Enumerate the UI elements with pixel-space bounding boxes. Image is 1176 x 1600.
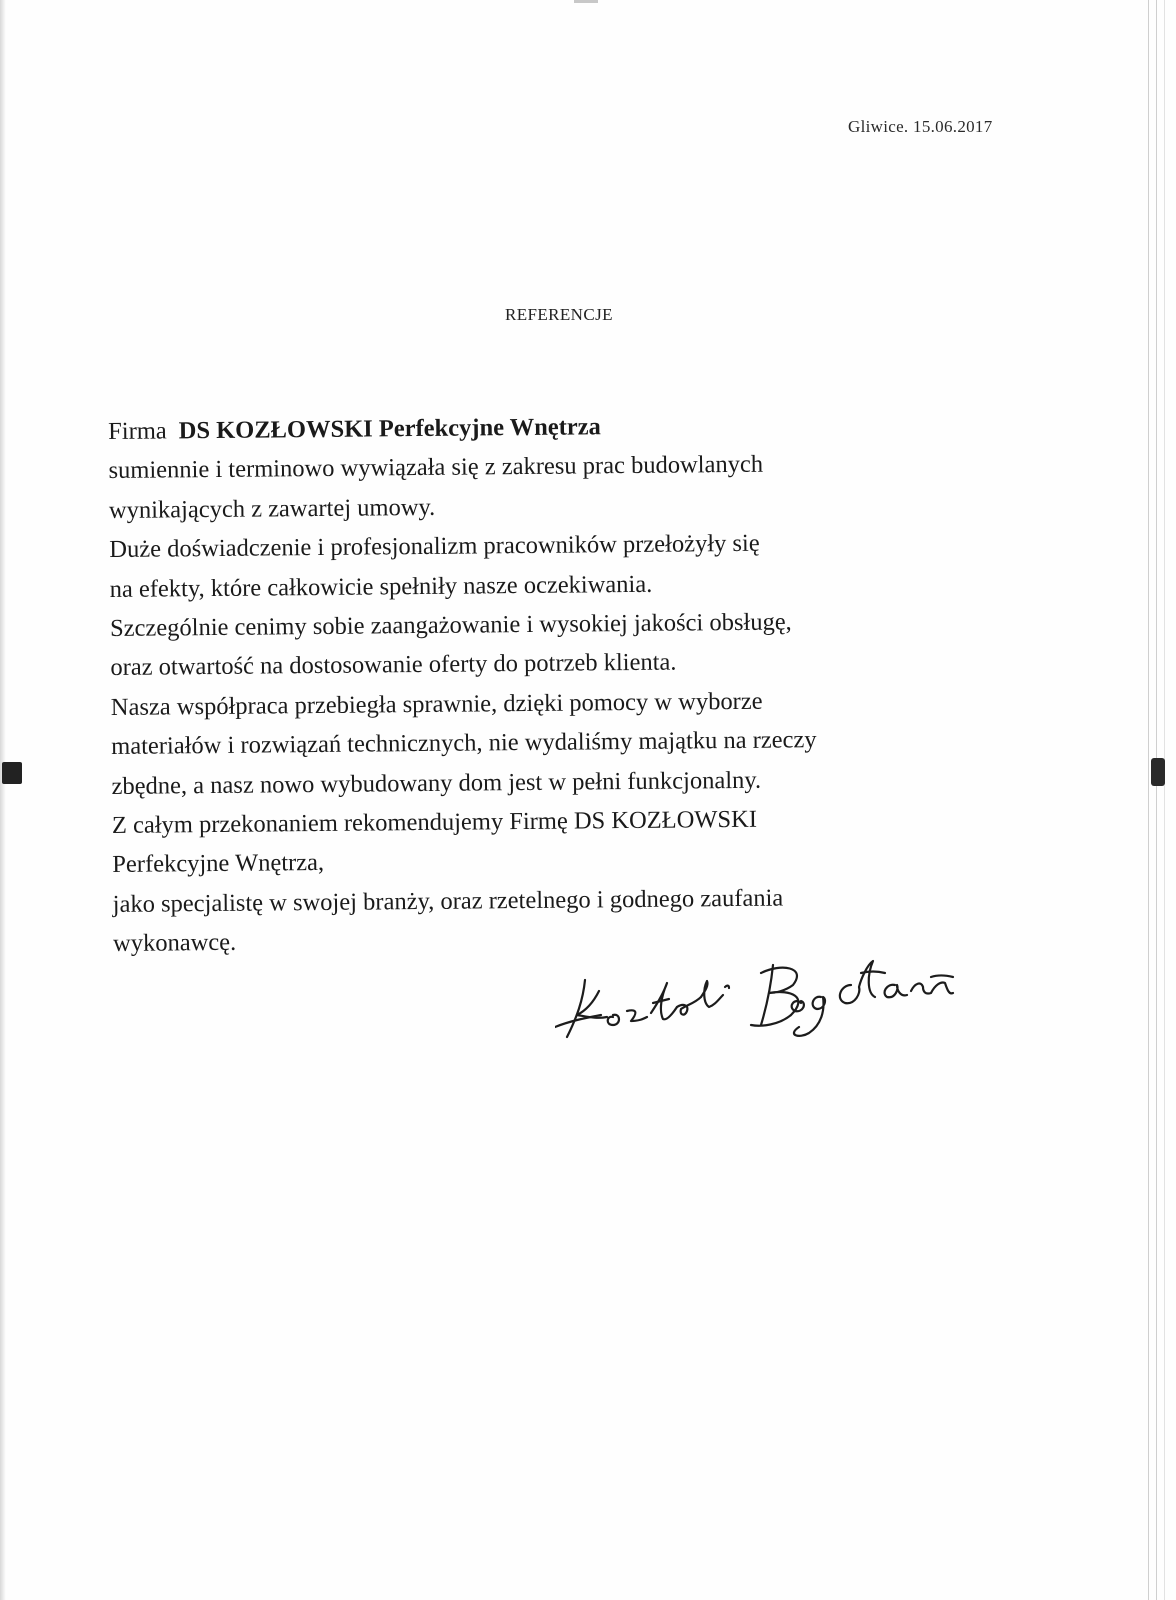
body-line: wykonawcę. — [112, 929, 237, 958]
scan-right-edge — [1142, 0, 1176, 1600]
company-name: DS KOZŁOWSKI Perfekcyjne Wnętrza — [178, 413, 601, 445]
letter-body — [108, 403, 1073, 964]
body-line: oraz otwartość na dostosowanie oferty do potrzeb klienta. — [110, 648, 677, 682]
body-line: sumiennie i terminowo wywiązała się z zakresu prac budowlanych — [108, 451, 764, 485]
body-line: jako specjalistę w swojej branży, oraz rzetelnego i godnego zaufania — [112, 884, 784, 918]
letter-title: REFERENCJE — [505, 305, 613, 324]
scan-punch-mark-right — [1151, 758, 1165, 786]
body-line: Szczególnie cenimy sobie zaangażowanie i wysokiej jakości obsługę, — [109, 608, 792, 643]
body-line: Perfekcyjne Wnętrza, — [112, 849, 325, 879]
intro-word: Firma — [108, 417, 167, 445]
body-line: wynikających z zawartej umowy. — [108, 493, 436, 524]
body-line: zbędne, a nasz nowo wybudowany dom jest w pełni funkcjonalny. — [111, 766, 762, 800]
body-line: Duże doświadczenie i profesjonalizm pracowników przełożyły się — [109, 529, 760, 564]
scan-punch-mark-left — [2, 762, 22, 784]
handwritten-signature — [555, 955, 995, 1050]
scan-top-mark — [574, 0, 598, 3]
scan-left-edge — [0, 0, 6, 1600]
body-line: Z całym przekonaniem rekomendujemy Firmę DS KOZŁOWSKI — [111, 805, 758, 840]
body-line: na efekty, które całkowicie spełniły nasze oczekiwania. — [109, 570, 653, 603]
place-date: Gliwice. 15.06.2017 — [848, 117, 993, 136]
body-line: materiałów i rozwiązań technicznych, nie wydaliśmy majątku na rzeczy — [111, 726, 817, 761]
body-line: Nasza współpraca przebiegła sprawnie, dzięki pomocy w wyborze — [110, 687, 763, 721]
